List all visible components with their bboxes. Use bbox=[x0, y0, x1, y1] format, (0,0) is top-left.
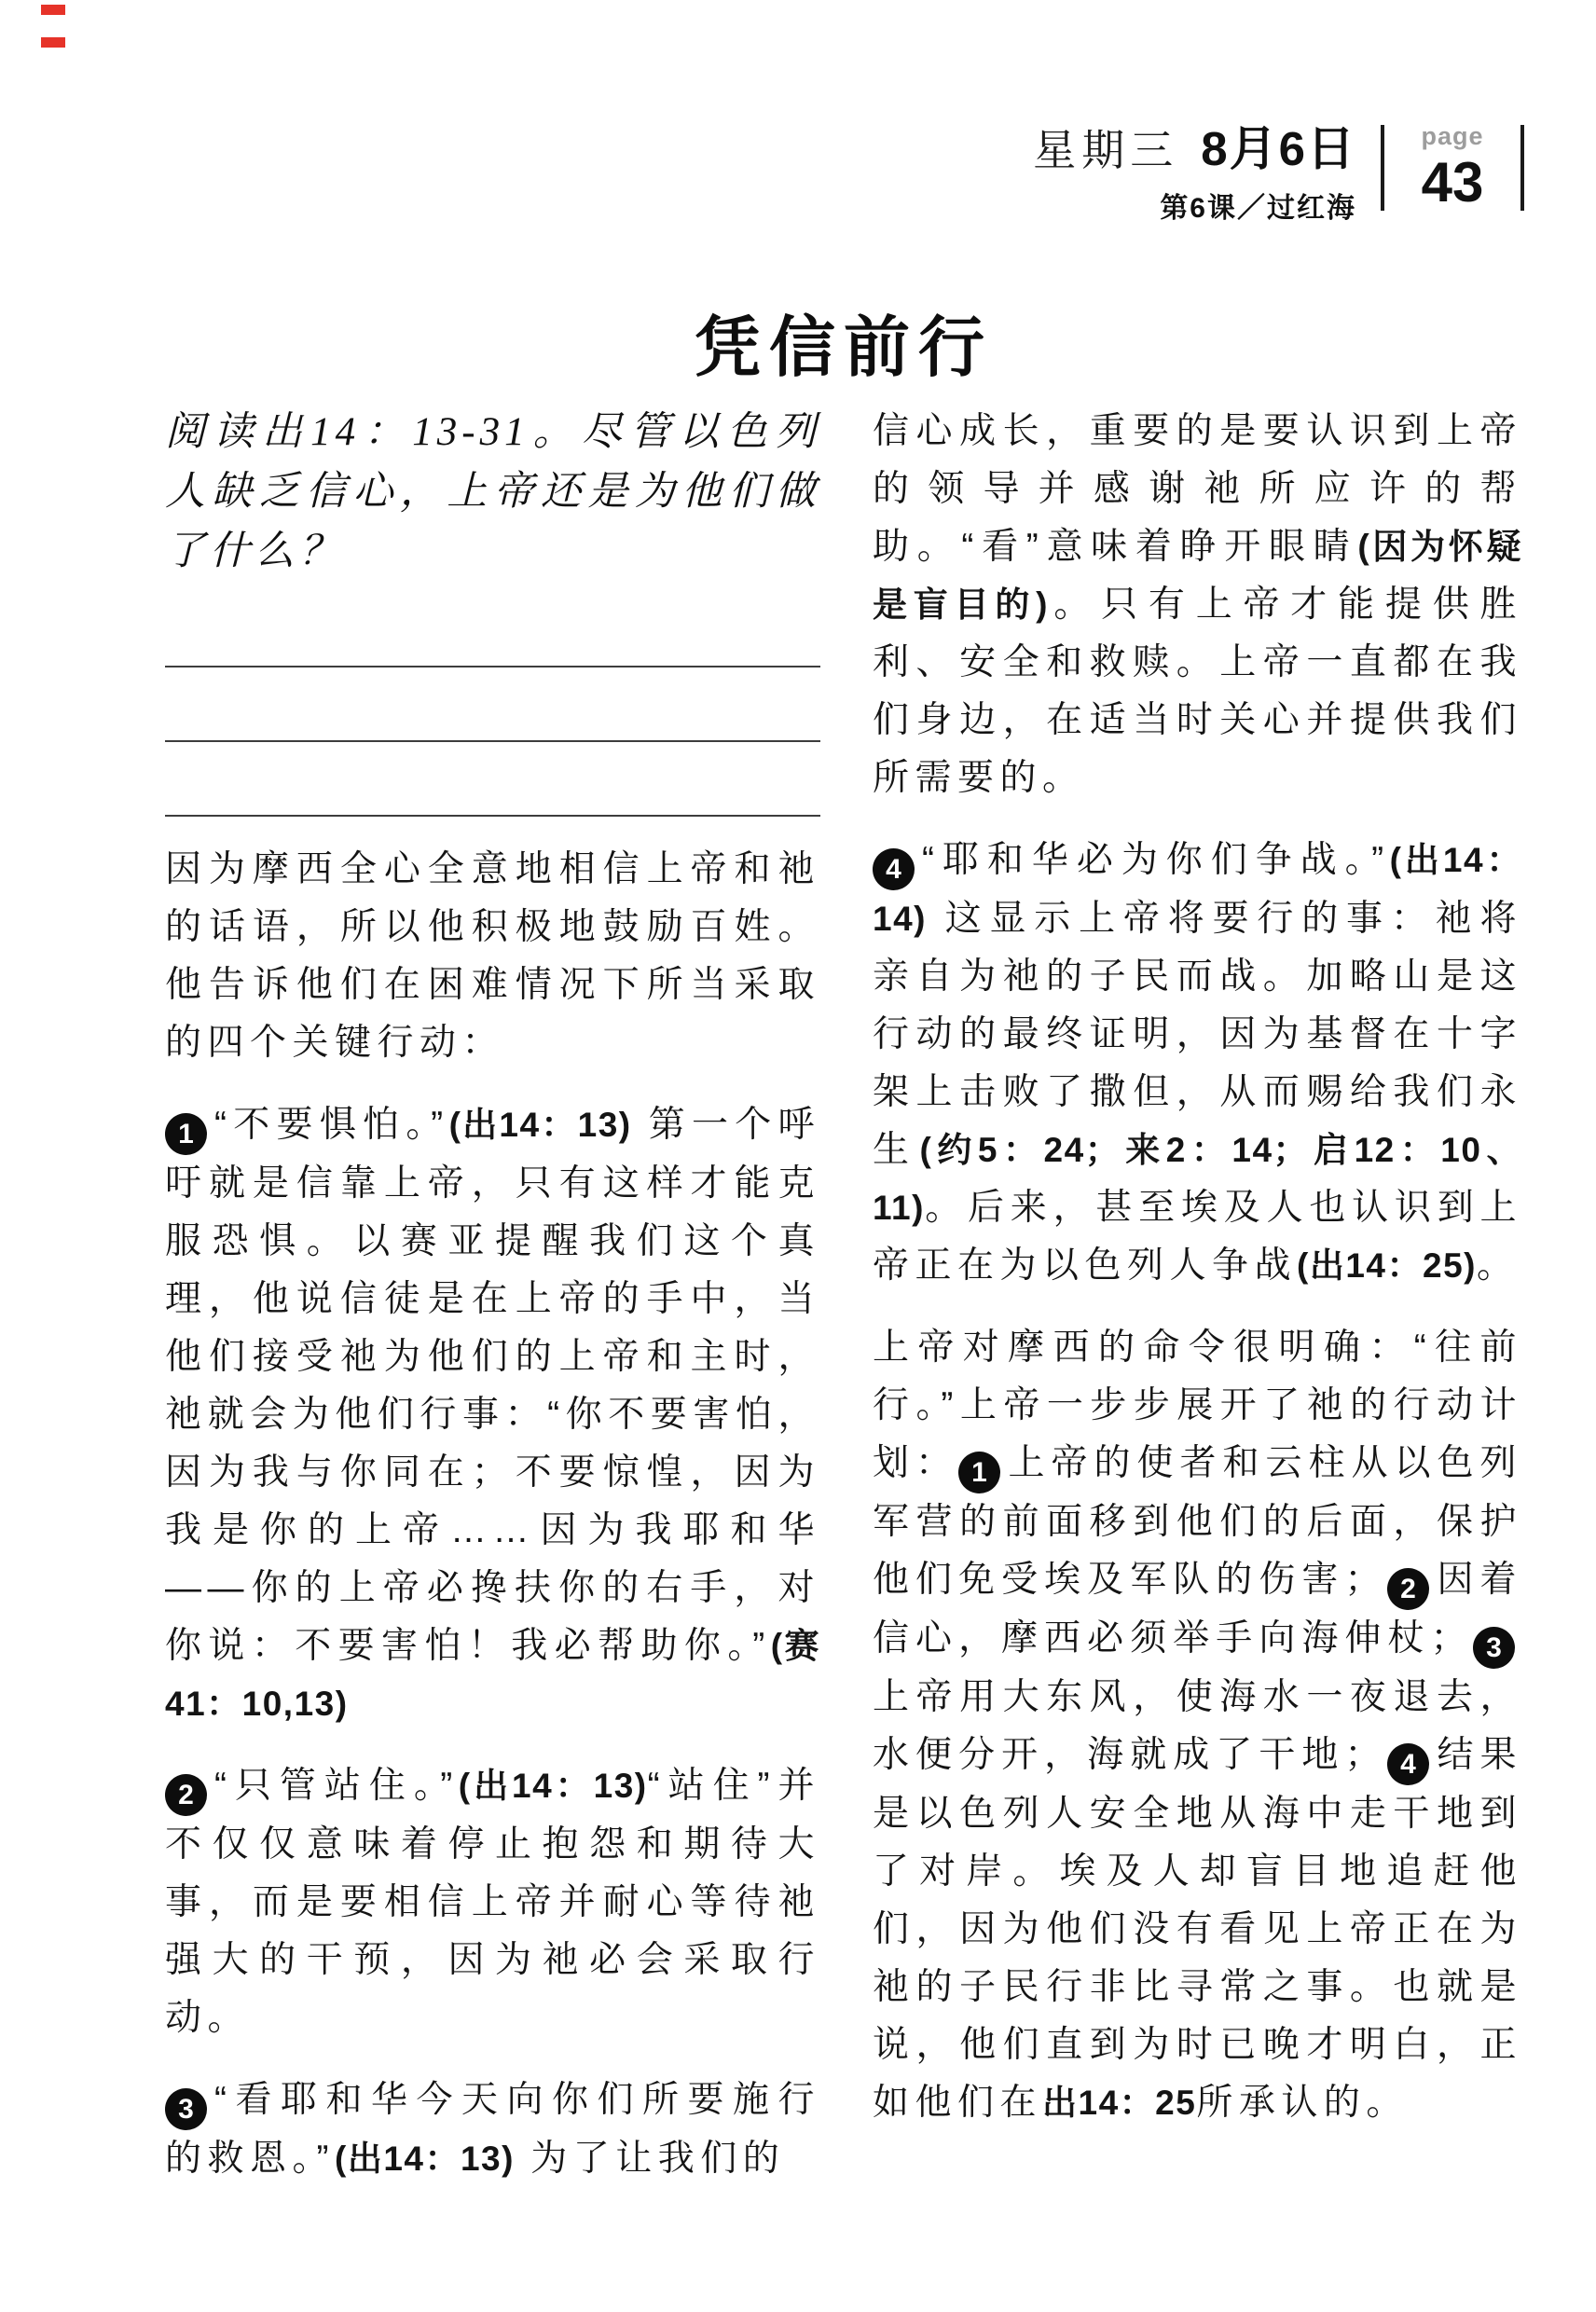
header-divider-bar bbox=[1520, 125, 1524, 211]
text-run: 这显示上帝将要行的事：祂将亲自为祂的子民而战。加略山是这行动的最终证明，因为基督在十字架上击败了撒但，从而赐给我们永生 bbox=[873, 899, 1522, 1170]
answer-writing-line bbox=[165, 742, 820, 817]
scripture-reference: (出14：13) bbox=[458, 1767, 648, 1805]
text-run: “站住”并不仅仅意味着停止抱怨和期待大事，而是要相信上帝并耐心等待祂强大的干预，因为祂必会采取行动。 bbox=[165, 1766, 820, 2038]
page-word-label: page bbox=[1421, 122, 1484, 150]
registration-mark bbox=[41, 37, 65, 48]
scripture-reference: (赛41：10,13) bbox=[165, 1627, 820, 1723]
text-run: 所承认的。 bbox=[1196, 2083, 1409, 2123]
scripture-reference: 出14：25 bbox=[1042, 2084, 1197, 2122]
list-number-badge: 3 bbox=[1473, 1627, 1515, 1669]
text-run: “不要惧怕。” bbox=[214, 1105, 449, 1145]
study-question: 阅读出14：13-31。尽管以色列人缺乏信心，上帝还是为他们做了什么？ bbox=[165, 410, 820, 573]
body-paragraph bbox=[873, 1319, 1522, 2132]
text-run: 结果是以色列人安全地从海中走干地到了对岸。埃及人却盲目地追赶他们，因为他们没有看见上帝正在为祂的子民行非比寻常之事。也就是说，他们直到为时已晚才明白，正如他们在 bbox=[873, 1735, 1522, 2123]
text-run: 上帝对摩西的命令很明确：“往前行。”上帝一步步展开了祂的行动计划： bbox=[873, 1328, 1522, 1483]
text-run: 信心成长，重要的是要认识到上帝的领导并感谢祂所应许的帮助。“看”意味着睁开眼睛 bbox=[873, 411, 1522, 567]
body-paragraph bbox=[873, 832, 1522, 1295]
list-number-badge: 1 bbox=[165, 1113, 207, 1155]
text-run: “只管站住。” bbox=[214, 1766, 459, 1806]
body-paragraph bbox=[165, 841, 820, 1072]
text-run: 因着信心，摩西必须举手向海伸杖； bbox=[873, 1560, 1522, 1658]
scripture-reference: (出14：25) bbox=[1297, 1246, 1477, 1285]
page-number-block bbox=[1384, 124, 1520, 212]
header-text-block bbox=[1033, 110, 1381, 226]
lesson-label: 第6课／过红海 bbox=[1160, 193, 1356, 224]
body-paragraph bbox=[165, 1757, 820, 2047]
list-number-badge: 3 bbox=[165, 2088, 207, 2130]
body-paragraph bbox=[165, 1096, 820, 1733]
text-run: 第一个呼吁就是信靠上帝，只有这样才能克服恐惧。以赛亚提醒我们这个真理，他说信徒是在上帝的手中，当他们接受祂为他们的上帝和主时，祂就会为他们行事：“你不要害怕，因为我与你同在；不要惊惶，因为我是你的上帝……因为我耶和华——你的上帝必搀扶你的右手，对你说：不要害怕！我必帮助你。” bbox=[165, 1105, 820, 1666]
scripture-reference: (约5：24；来2：14；启12：10、11) bbox=[873, 1131, 1522, 1227]
list-number-badge: 4 bbox=[873, 848, 915, 890]
answer-writing-lines bbox=[165, 593, 820, 817]
scripture-reference: (出14：13) bbox=[335, 2140, 515, 2178]
text-run: “耶和华必为你们争战。” bbox=[922, 840, 1390, 880]
page-header bbox=[1033, 110, 1524, 226]
list-number-badge: 4 bbox=[1387, 1743, 1429, 1785]
text-run: 上帝的使者和云柱从以色列军营的前面移到他们的后面，保护他们免受埃及军队的伤害； bbox=[873, 1443, 1522, 1600]
scripture-reference: (出14：13) bbox=[448, 1106, 632, 1144]
answer-writing-line bbox=[165, 593, 820, 667]
answer-writing-line bbox=[165, 667, 820, 742]
scripture-reference: (因为怀疑是盲目的) bbox=[873, 528, 1522, 624]
registration-mark bbox=[41, 5, 65, 15]
text-run: “看耶和华今天向你们所要施行的救恩。” bbox=[165, 2080, 820, 2179]
text-run: 。只有上帝才能提供胜利、安全和救赎。上帝一直都在我们身边，在适当时关心并提供我们所需要的。 bbox=[873, 585, 1522, 798]
text-run: 。 bbox=[1476, 1245, 1520, 1286]
weekday-label: 星期三 bbox=[1033, 126, 1179, 174]
left-column bbox=[165, 403, 820, 2188]
text-columns bbox=[165, 403, 1522, 2188]
text-run: 为了让我们的 bbox=[514, 2139, 786, 2179]
list-number-badge: 2 bbox=[165, 1774, 207, 1816]
text-run: 上帝用大东风，使海水一夜退去，水便分开，海就成了干地； bbox=[873, 1677, 1522, 1775]
left-column-paragraphs bbox=[165, 841, 820, 2188]
right-column-paragraphs bbox=[873, 403, 1522, 2132]
text-run: 因为摩西全心全意地相信上帝和祂的话语，所以他积极地鼓励百姓。他告诉他们在困难情况下所当采取的四个关键行动： bbox=[165, 849, 820, 1063]
page-title: 凭信前行 bbox=[694, 312, 993, 385]
page-number: 43 bbox=[1421, 151, 1484, 213]
text-run: 。后来，甚至埃及人也认识到上帝正在为以色列人争战 bbox=[873, 1188, 1522, 1286]
body-paragraph bbox=[165, 2071, 820, 2188]
list-number-badge: 1 bbox=[958, 1452, 1000, 1493]
body-paragraph bbox=[873, 403, 1522, 807]
date-label: 8月6日 bbox=[1201, 122, 1356, 175]
list-number-badge: 2 bbox=[1387, 1568, 1429, 1610]
scripture-reference: (出14：14) bbox=[873, 841, 1522, 938]
right-column bbox=[873, 403, 1522, 2188]
